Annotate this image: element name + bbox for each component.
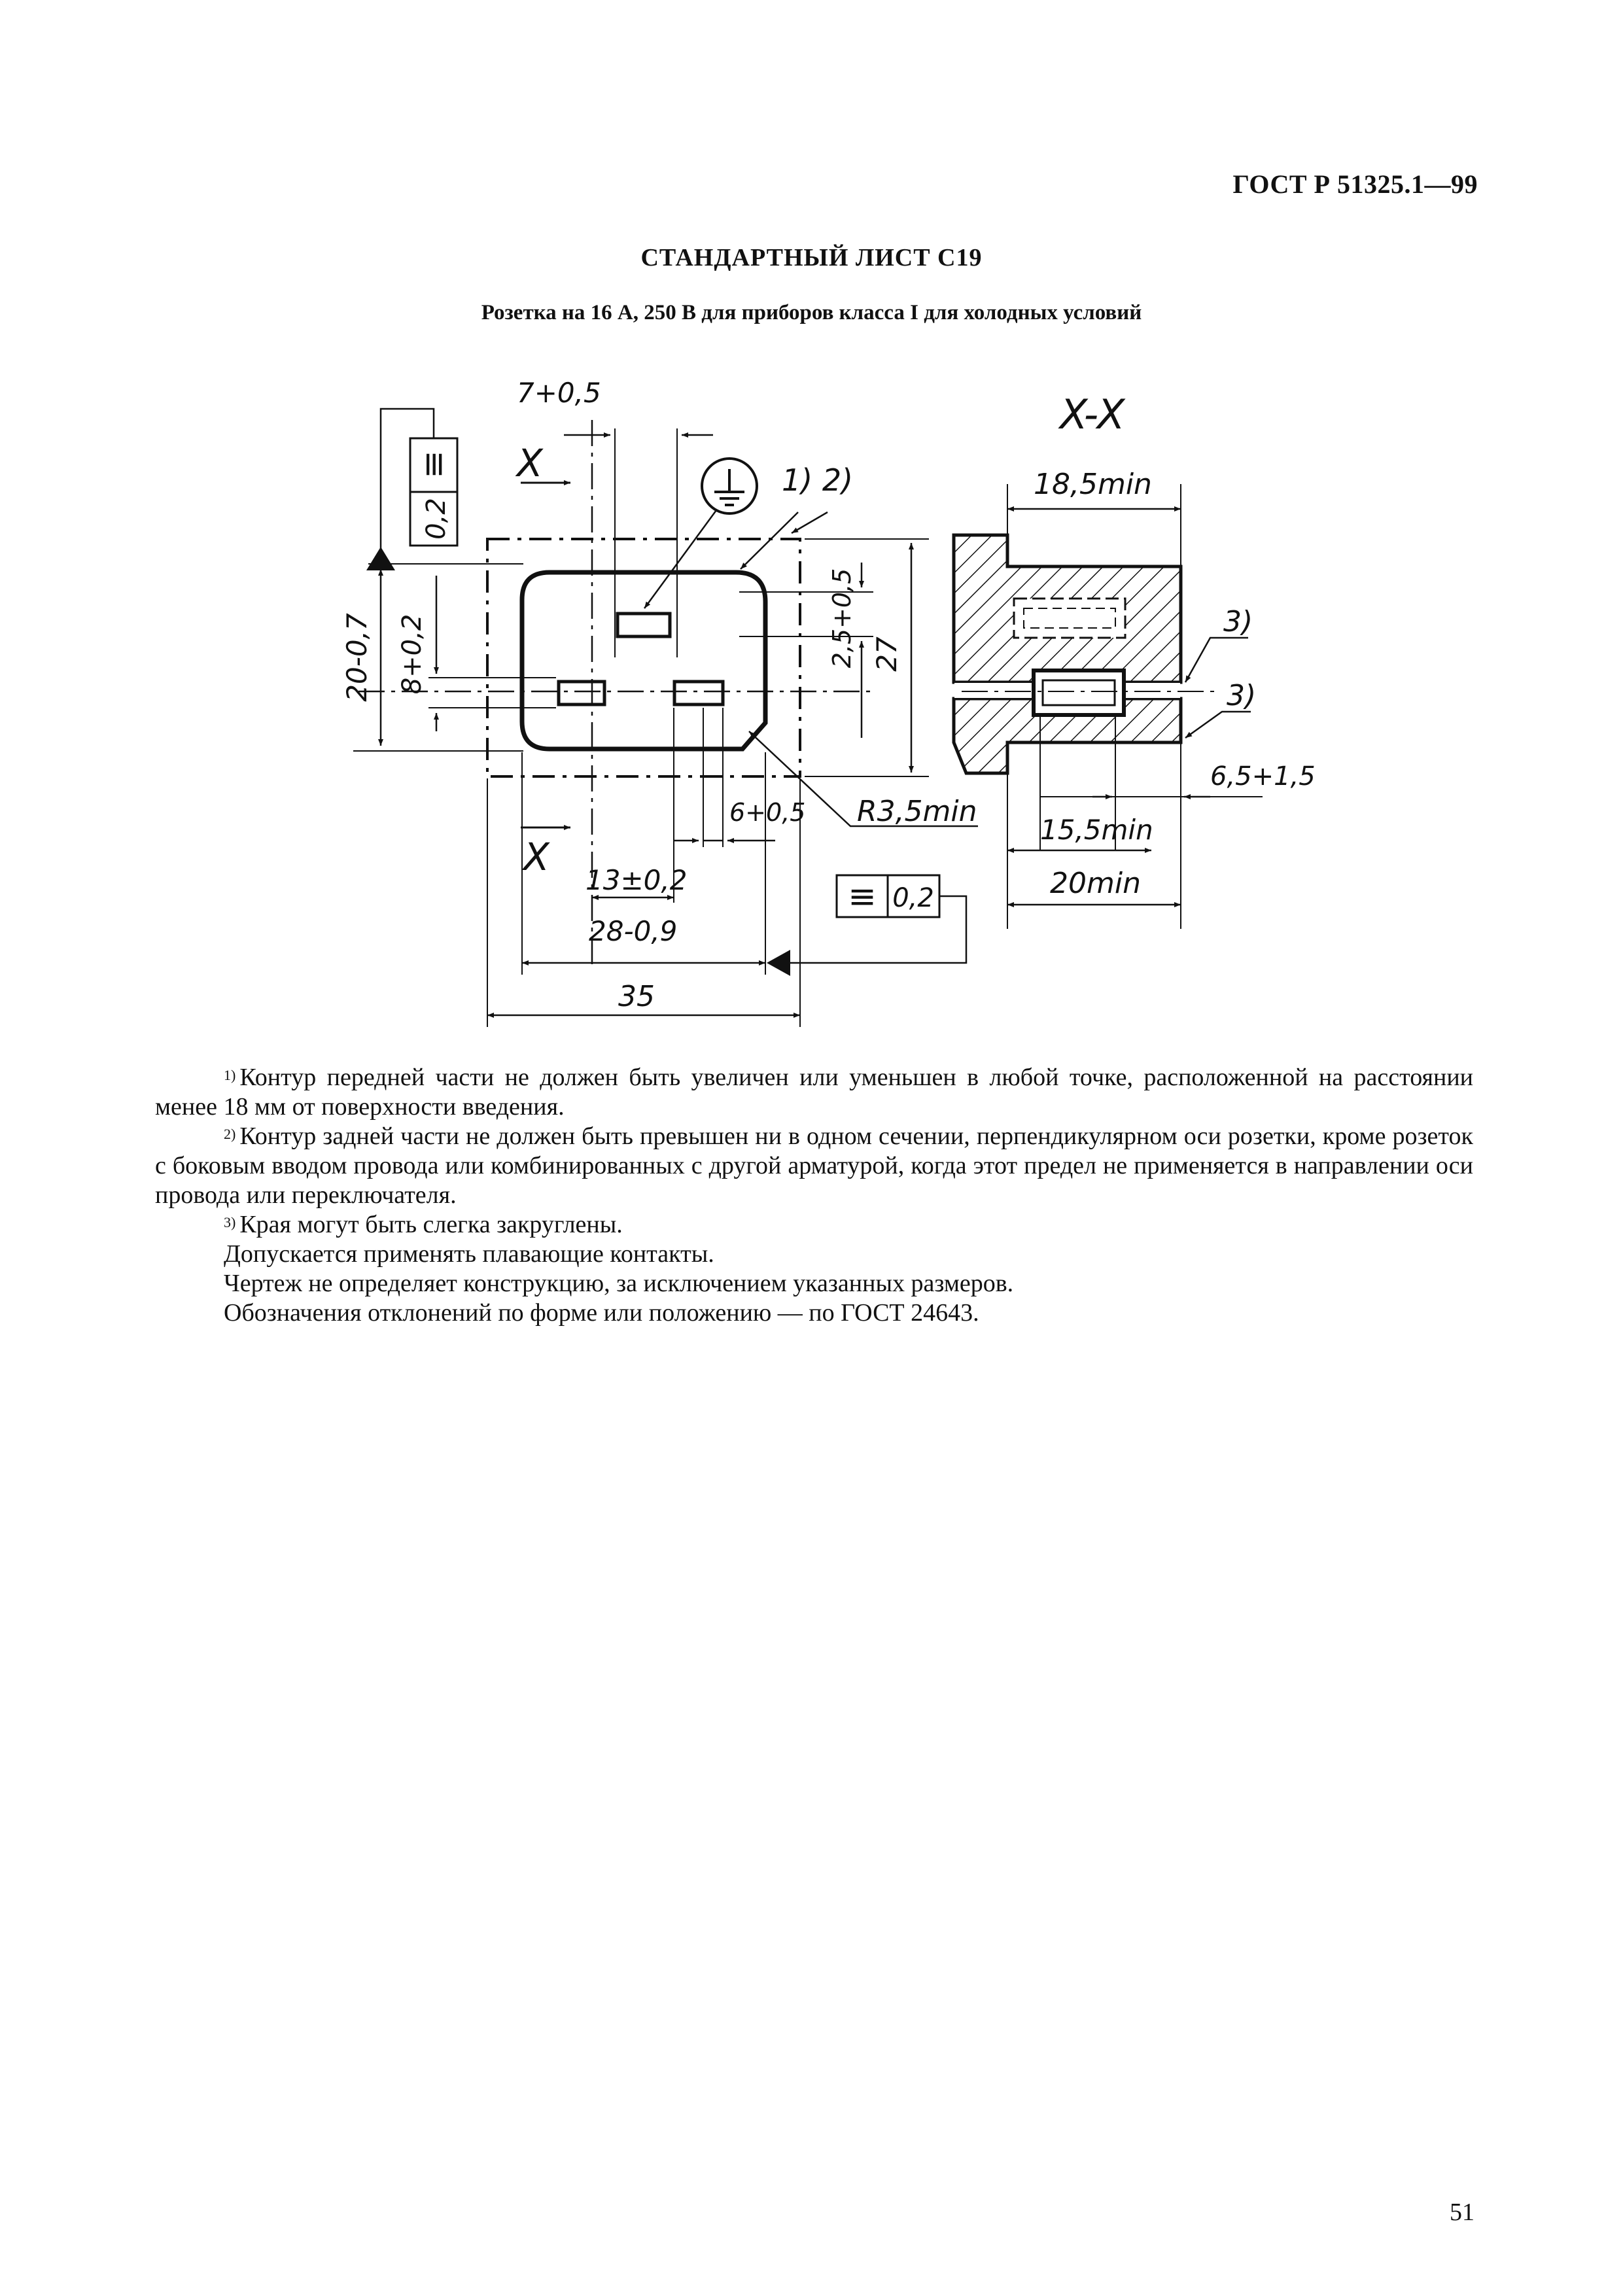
cut-label-top: X bbox=[517, 441, 543, 485]
dim-28: 28-0,9 bbox=[589, 915, 678, 947]
neutral-contact bbox=[559, 682, 604, 704]
note-3-lower: 3) bbox=[1227, 679, 1257, 712]
note-1: $^{1)}$ Контур передней части не должен быть увеличен или уменьшен в любой точке, расположенной на расстоянии менее 18 мм от поверхности введения. bbox=[155, 1064, 1473, 1121]
document-code: ГОСТ Р 51325.1—99 bbox=[1232, 169, 1478, 199]
section-view bbox=[954, 484, 1263, 929]
ref-notes-1-2: 1) 2) bbox=[782, 462, 854, 498]
dim-20: 20-0,7 bbox=[341, 613, 373, 702]
dim-2-5: 2,5+0,5 bbox=[828, 568, 856, 669]
line-contact bbox=[674, 682, 723, 704]
earth-contact bbox=[618, 614, 670, 636]
dim-7: 7+0,5 bbox=[517, 377, 601, 409]
note-drawing-scope: Чертеж не определяет конструкцию, за исключением указанных размеров. bbox=[224, 1270, 1014, 1297]
note-floating-contacts: Допускается применять плавающие контакты. bbox=[224, 1240, 714, 1268]
dim-35: 35 bbox=[618, 980, 655, 1013]
dim-27: 27 bbox=[871, 636, 903, 672]
dim-15-5: 15,5min bbox=[1040, 814, 1153, 846]
note-3: $^{3)}$ Края могут быть слегка закруглены. bbox=[224, 1211, 623, 1238]
page-number: 51 bbox=[1450, 2199, 1475, 2226]
note-2: $^{2)}$ Контур задней части не должен быть превышен ни в одном сечении, перпендикулярном оси розетки, кроме розеток с боковым вводом провода или комбинированных с другой арматурой, когда этот предел не применяется в направлении оси провода или переключателя. bbox=[155, 1122, 1473, 1209]
sheet-subtitle: Розетка на 16 А, 250 В для приборов класса I для холодных условий bbox=[481, 301, 1142, 324]
sheet-title: СТАНДАРТНЫЙ ЛИСТ С19 bbox=[640, 244, 983, 271]
dim-18-5: 18,5min bbox=[1034, 468, 1152, 501]
notes-block bbox=[155, 1063, 1473, 1328]
technical-drawing bbox=[0, 0, 1623, 1047]
tol-top-value: 0,2 bbox=[421, 498, 451, 540]
section-label: X-X bbox=[1060, 391, 1125, 438]
dim-20min: 20min bbox=[1050, 867, 1141, 900]
contact-in-section bbox=[1034, 670, 1124, 715]
socket-body-outline bbox=[522, 572, 765, 749]
tol-top-symbol: ≡ bbox=[414, 450, 453, 479]
dim-8: 8+0,2 bbox=[397, 614, 427, 695]
dim-6-5: 6,5+1,5 bbox=[1210, 761, 1316, 791]
dim-13: 13±0,2 bbox=[585, 864, 688, 896]
cut-label-bottom: X bbox=[523, 835, 550, 879]
dim-r3-5: R3,5min bbox=[857, 795, 977, 828]
tol-bottom-symbol: ≡ bbox=[848, 877, 877, 916]
dim-6: 6+0,5 bbox=[729, 798, 806, 827]
note-3-upper: 3) bbox=[1223, 605, 1253, 638]
tol-bottom-value: 0,2 bbox=[892, 883, 934, 913]
note-tolerance-standard: Обозначения отклонений по форме или положению — по ГОСТ 24643. bbox=[224, 1299, 979, 1327]
